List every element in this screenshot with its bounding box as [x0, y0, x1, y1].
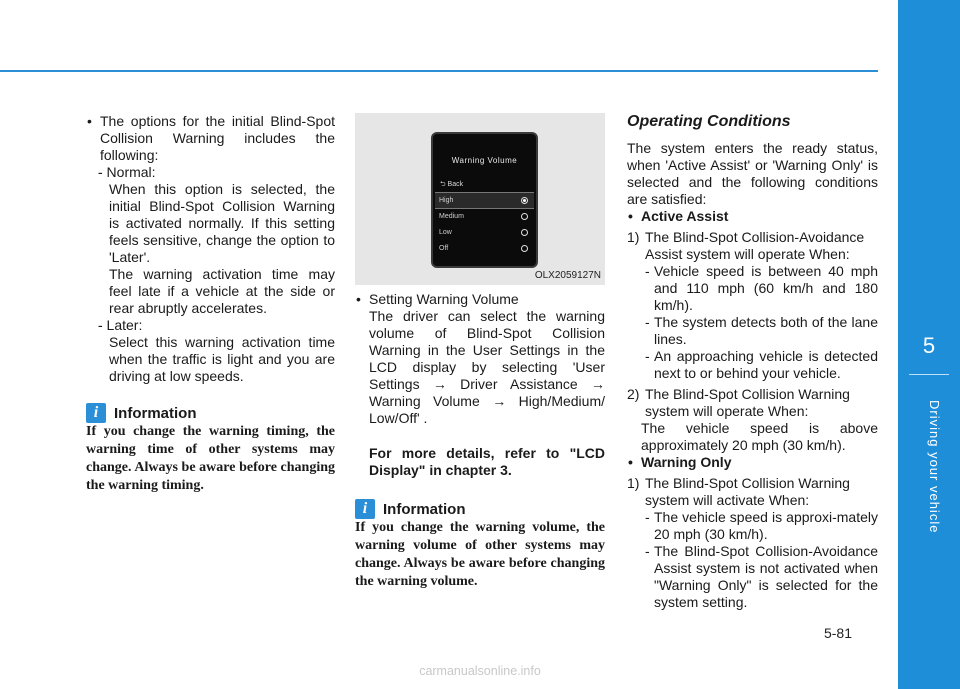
- aa-item-2: [627, 386, 878, 420]
- later-label: [86, 317, 335, 334]
- wo-condition-setting: - The Blind-Spot Collision-Avoidance Assist system is not activated when "Warning Only" is selected for the system setting.: [627, 543, 878, 611]
- chapter-sidebar: [898, 0, 960, 689]
- option-high: [435, 192, 534, 209]
- aa-item-1: [627, 229, 878, 263]
- options-bullet: • The options for the initial Blind-Spot Collision Warning includes the following:: [86, 113, 335, 164]
- option-medium-label: Medium: [439, 213, 464, 220]
- page-number: 5-81: [823, 625, 852, 641]
- wo-item-1-number: 1): [627, 475, 640, 491]
- radio-icon: [521, 229, 528, 236]
- chapter-number: 5: [922, 333, 936, 358]
- lcd-figure: [355, 113, 605, 285]
- wo-item-1: [627, 475, 878, 509]
- wo-condition-speed: - The vehicle speed is approxi-mately 20 mph (30 km/h).: [627, 509, 878, 543]
- aa-item-1-text: The Blind-Spot Collision-Avoidance Assist system will operate When:: [645, 229, 865, 262]
- chapter-title: Driving your vehicle: [927, 400, 942, 534]
- aa-condition-speed: - Vehicle speed is between 40 mph and 110 mph (60 km/h and 180 km/h).: [627, 263, 878, 314]
- option-low: [435, 225, 534, 240]
- figure-caption: OLX2059127N: [534, 270, 601, 281]
- option-off-label: Off: [439, 245, 449, 252]
- option-high-label: High: [439, 197, 454, 204]
- info-title: Information: [383, 500, 466, 518]
- aa-item-1-number: 1): [627, 229, 640, 245]
- aa-item-2-number: 2): [627, 386, 640, 402]
- info-heading: [86, 403, 335, 423]
- column-right: [627, 113, 878, 611]
- column-left: [86, 113, 335, 495]
- screen-title: Warning Volume: [451, 156, 518, 165]
- info-icon: i: [355, 499, 375, 519]
- aa-condition-lanes: - The system detects both of the lane lines.: [627, 314, 878, 348]
- option-medium: [435, 209, 534, 224]
- active-assist-bullet: • Active Assist: [627, 208, 878, 225]
- intro-text: The system enters the ready status, when 'Active Assist' or 'Warning Only' is selected and the following conditions are satisfied:: [627, 140, 878, 207]
- section-heading: Operating Conditions: [627, 113, 791, 130]
- normal-label: [86, 164, 335, 181]
- aa-condition-vehicle: - An approaching vehicle is detected next to or behind your vehicle.: [627, 348, 878, 382]
- wo-item-1-text: The Blind-Spot Collision Warning system will activate When:: [645, 475, 850, 508]
- aa-item-2-text: The Blind-Spot Collision Warning system will operate When:: [645, 386, 850, 419]
- warning-only-bullet: • Warning Only: [627, 454, 878, 471]
- volume-description: The driver can select the warning volume of Blind-Spot Collision Warning in the User Settings in the LCD display by selecting 'User Settings → Driver Assistance → Warning Volume → High/Medium/ Low/Off' .: [369, 308, 605, 426]
- info-text: If you change the warning volume, the warning volume of other systems may change. Always be aware before changing the warning volume.: [355, 520, 605, 589]
- info-heading: [355, 499, 605, 519]
- column-middle: [355, 113, 605, 591]
- sidebar-divider: [909, 374, 949, 375]
- aa-item-2-condition: The vehicle speed is above approximately 20 mph (30 km/h).: [641, 420, 878, 453]
- back-button: ⮌ Back: [440, 181, 464, 188]
- info-icon: i: [86, 403, 106, 423]
- volume-bullet: • Setting Warning Volume: [355, 291, 605, 308]
- lcd-screen: [431, 132, 538, 268]
- later-description: Select this warning activation time when the traffic is light and you are driving at low speeds.: [109, 334, 335, 384]
- option-low-label: Low: [439, 229, 452, 236]
- info-text: If you change the warning timing, the warning time of other systems may change. Always be aware before changing the warning timing.: [86, 424, 335, 493]
- lcd-reference: For more details, refer to "LCD Display" in chapter 3.: [369, 445, 605, 478]
- radio-icon: [521, 213, 528, 220]
- normal-note: The warning activation time may feel late if a vehicle at the side or rear abruptly accelerates.: [109, 266, 335, 316]
- header-rule: [0, 70, 878, 72]
- site-watermark: carmanualsonline.info: [419, 664, 541, 678]
- option-off: [435, 241, 534, 256]
- later-label-text: - Later:: [98, 317, 143, 333]
- radio-selected-icon: [521, 197, 528, 204]
- normal-description: When this option is selected, the initial Blind-Spot Collision Warning is activated normally. If this setting feels sensitive, change the option to 'Later'.: [109, 181, 335, 265]
- radio-icon: [521, 245, 528, 252]
- info-title: Information: [114, 404, 197, 422]
- normal-label-text: - Normal:: [98, 164, 156, 180]
